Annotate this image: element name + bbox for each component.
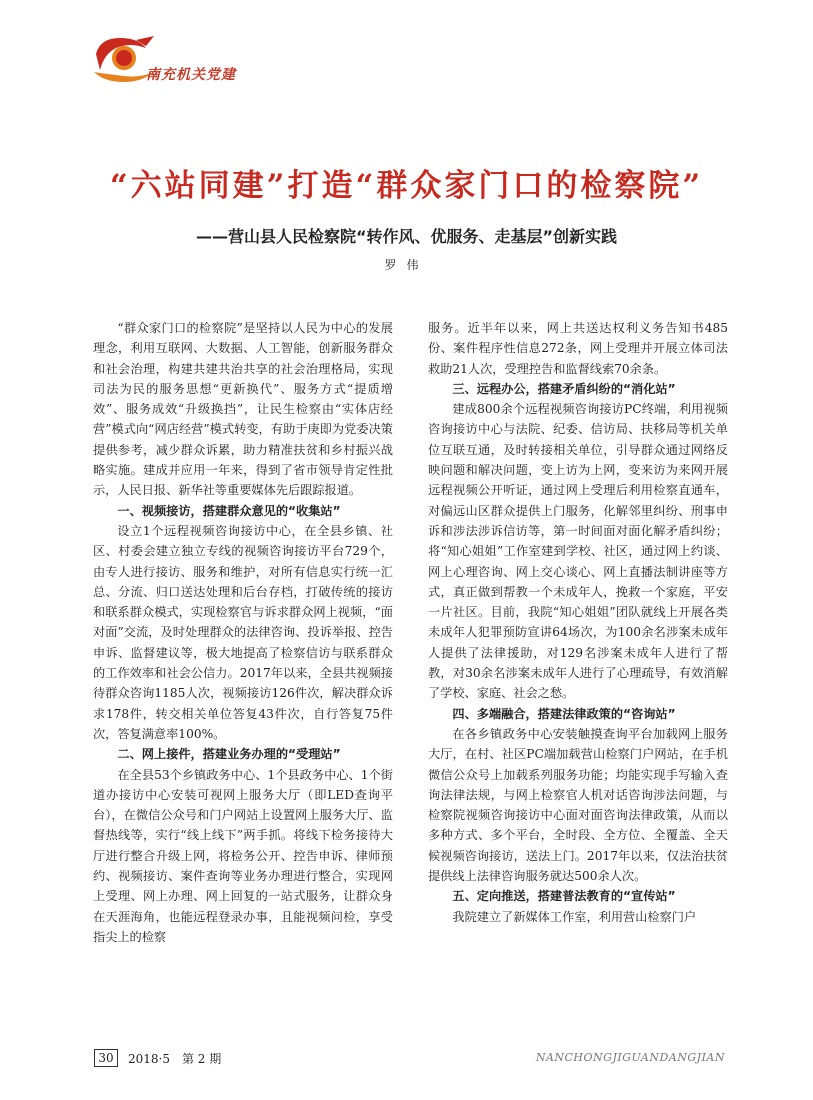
- section-5-paragraph: 我院建立了新媒体工作室，利用营山检察门户: [452, 909, 697, 924]
- section-heading-4: 四、多端融合，搭建法律政策的“咨询站”: [452, 706, 676, 721]
- article-subtitle: ——营山县人民检察院“转作风、优服务、走基层”创新实践: [195, 227, 618, 246]
- section-4-paragraph: 在各乡镇政务中心安装触摸查询平台加载网上服务大厅，在村、社区PC端加载营山检察门户网站，在手机微信公众号上加载系列服务功能；均能实现手写输入查询法律法规，与网上检察官人机对话咨询涉法问题，与检察院视频咨询接访中心面对面咨询法律政策，从而以多种方式、多个平台，全时段、全方位、全覆盖、全天候视频咨询接访，送法上门。2017年以来，仅法治扶贫提供线上法律咨询服务就达500余人次。: [428, 726, 728, 884]
- issue-info: 2018·5 第 2 期: [128, 1052, 222, 1066]
- section-heading-3: 三、远程办公，搭建矛盾纠纷的“消化站”: [452, 381, 676, 396]
- page-number: 30: [94, 1049, 118, 1067]
- section-2-continued: 服务。近半年以来，网上共送达权利义务告知书485份、案件程序性信息272条，网上受理并开展立体司法救助21人次，受理控告和监督线索70余条。: [428, 321, 728, 376]
- text-column-right: [428, 318, 728, 927]
- section-2-paragraph: 在全县53个乡镇政务中心、1个县政务中心、1个街道办接访中心安装可视网上服务大厅（即LED查询平台），在微信公众号和门户网站上设置网上服务大厅、监督热线等，实行“线上线下”两手抓。将线下检务接待大厅进行整合升级上网，将检务公开、控告申诉、律师预约、视频接访、案件查询等业务办理进行整合，实现网上受理、网上办理、网上回复的一站式服务，让群众身在天涯海角，也能远程登录办事，且能视频问检，享受指尖上的检察: [93, 767, 393, 944]
- section-heading-5: 五、定向推送，搭建普法教育的“宣传站”: [452, 889, 676, 904]
- article-author: 罗伟: [384, 258, 429, 272]
- article-title: “六站同建”打造“群众家门口的检察院”: [109, 168, 704, 204]
- section-1-paragraph: 设立1个远程视频咨询接访中心，在全县乡镇、社区、村委会建立独立专线的视频咨询接访平台729个，由专人进行接访、服务和维护，对所有信息实行统一汇总、分流、归口送达处理和后台存档，打破传统的接访和联系群众模式，实现检察官与诉求群众网上视频，“面对面”交流，及时处理群众的法律咨询、投诉举报、控告申诉、监督建议等，极大地提高了检察信访与联系群众的工作效率和社会公信力。2017年以来，全县共视频接待群众咨询1185人次，视频接访126件次，解决群众诉求178件，转交相关单位答复43件次，自行答复75件次，答复满意率100%。: [93, 523, 393, 741]
- footer-brand: NANCHONGJIGUANDANGJIAN: [535, 1051, 725, 1064]
- section-heading-1: 一、视频接访，搭建群众意见的“收集站”: [117, 503, 341, 518]
- text-column-left: [93, 318, 393, 947]
- section-heading-2: 二、网上接件，搭建业务办理的“受理站”: [117, 747, 341, 762]
- brand-name: 南充机关党建: [146, 67, 236, 83]
- intro-paragraph: “群众家门口的检察院”是坚持以人民为中心的发展理念，利用互联网、大数据、人工智能，创新服务群众和社会治理，构建共建共治共享的社会治理格局，实现司法为民的服务思想“更新换代”、服务方式“提质增效”、服务成效“升级换挡”，让民生检察由“实体店经营”模式向“网店经营”模式转变，有助于庚即为党委决策提供参考，减少群众诉累，助力精准扶贫和乡村振兴战略实施。建成并应用一年来，得到了省市领导肯定性批示，人民日报、新华社等重要媒体先后跟踪报道。: [93, 321, 393, 498]
- section-3-paragraph: 建成800余个远程视频咨询接访PC终端，利用视频咨询接访中心与法院、纪委、信访局、扶移局等机关单位互联互通，及时转接相关单位，引导群众通过网络反映问题和解决问题，变上访为上网，变来访为来网开展远程视频公开听证，通过网上受理后利用检察直通车，对偏远山区群众提供上门服务，化解邻里纠纷、刑事申诉和涉法涉诉信访等，第一时间面对面化解矛盾纠纷；将“知心姐姐”工作室建到学校、社区，通过网上约谈、网上心理咨询、网上交心谈心、网上直播法制讲座等方式，真正做到帮教一个未成年人，挽救一个家庭，平安一片社区。目前，我院“知心姐姐”团队就线上开展各类未成年人犯罪预防宣讲64场次，为100余名涉案未成年人提供了法律援助，对129名涉案未成年人进行了帮教，对30余名涉案未成年人进行了心理疏导，有效消解了学校、家庭、社会之愁。: [428, 402, 728, 701]
